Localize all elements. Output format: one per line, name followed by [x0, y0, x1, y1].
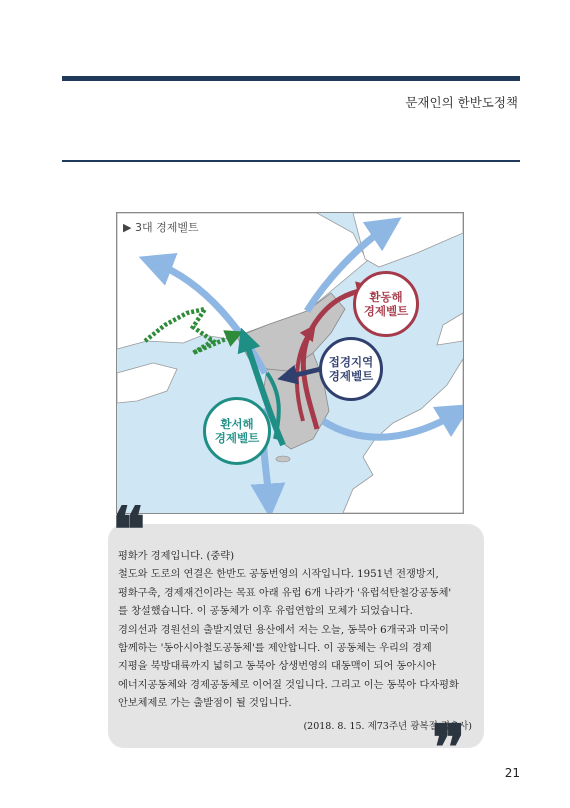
jeju-island — [276, 456, 290, 462]
quote-line: 안보체제로 가는 출발점이 될 것입니다. — [118, 698, 292, 710]
open-quote-icon: ❝ — [112, 493, 146, 566]
quote-line: 에너지공동체와 경제공동체로 이어질 것입니다. 그리고 이는 동북아 다자평화 — [118, 679, 459, 691]
page-number: 21 — [504, 766, 520, 780]
quote-line: 함께하는 '동아시아철도공동체'를 제안합니다. 이 공동체는 우리의 경제 — [118, 643, 432, 655]
quote-text — [118, 548, 474, 714]
map-illustration — [117, 213, 463, 513]
quote-line: 를 창설했습니다. 이 공동체가 이후 유럽연합의 모체가 되었습니다. — [118, 606, 413, 618]
east-sea-belt-line2: 경제벨트 — [363, 304, 409, 318]
east-sea-belt-line1: 환동해 — [369, 290, 403, 304]
quote-line: 평화가 경제입니다. (중략) — [118, 551, 235, 562]
running-title: 문재인의 한반도정책 — [405, 95, 518, 110]
header-rule — [62, 76, 520, 81]
quote-line: 철도와 도로의 연결은 한반도 공동번영의 시작입니다. 1951년 전쟁방지, — [118, 569, 439, 581]
figure-caption: ▶ 3대 경제벨트 — [123, 221, 199, 234]
quote-line: 경의선과 경원선의 출발지였던 용산에서 저는 오늘, 동북아 6개국과 미국이 — [118, 624, 449, 636]
border-belt-line1: 접경지역 — [328, 355, 374, 369]
border-belt-line2: 경제벨트 — [328, 369, 374, 383]
quote-line: 지평을 북방대륙까지 넓히고 동북아 상생번영의 대동맥이 되어 동아시아 — [118, 661, 436, 673]
west-sea-belt-label — [203, 397, 271, 465]
west-sea-belt-line2: 경제벨트 — [214, 431, 260, 445]
west-sea-belt-line1: 환서해 — [220, 417, 254, 431]
hokkaido-land — [437, 313, 463, 345]
shandong-land — [117, 363, 177, 403]
close-quote-icon: ❞ — [432, 711, 466, 784]
economic-belt-map — [116, 212, 464, 514]
section-rule — [62, 160, 520, 162]
quote-line: 평화구축, 경제재건이라는 목표 아래 유럽 6개 나라가 '유럽석탄철강공동체' — [118, 587, 452, 599]
border-belt-label — [319, 337, 383, 401]
quote-source: (2018. 8. 15. 제73주년 광복절 경축사) — [303, 721, 472, 732]
east-sea-belt-label — [353, 271, 419, 337]
